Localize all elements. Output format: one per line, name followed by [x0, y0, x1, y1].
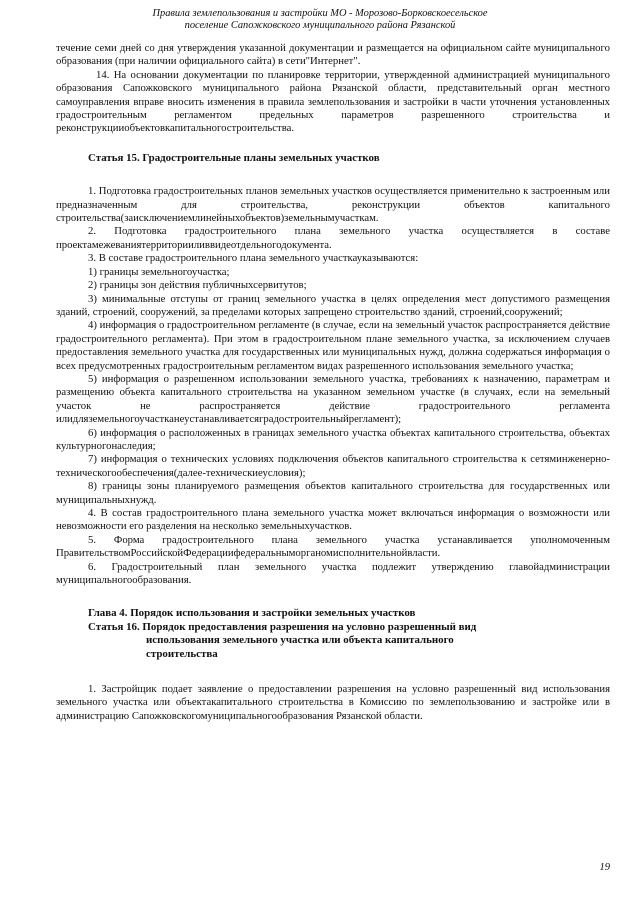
paragraph: 1. Подготовка градостроительных планов земельных участков осуществляется применительно к застроенным или предназначенным для строительства, реконструкции объектов капитального строительства(заисключениемлинейныхобъектов)земельнымучасткам. — [56, 185, 610, 225]
page-number: 19 — [599, 862, 610, 873]
article-16-title: Статья 16. Порядок предоставления разрешения на условно разрешенный вид — [88, 620, 477, 633]
paragraph: 2. Подготовка градостроительного плана земельного участка осуществляется в составе проектамежеваниятерриторииливвидеотдельногодокумента. — [56, 225, 610, 251]
article-16-title-line-3: строительства — [146, 647, 218, 660]
paragraph: 14. На основании документации по планировке территории, утвержденной администрацией муниципального образования Сапожковского муниципального района Рязанской области, представительный орган местного самоуправления вправе вносить изменения в правила землепользования и застройки в части уточнения установленных градостроительным регламентом предельных параметров разрешенного строительства и реконструкцииобъектовкапитальногостроительства. — [56, 68, 610, 135]
list-item: 8) границы зоны планируемого размещения объектов капитального строительства для государственных или муниципальныхнужд. — [56, 480, 610, 506]
header-line-1: Правила землепользования и застройки МО - Морозово-Борковскоесельское — [152, 8, 488, 19]
paragraph: течение семи дней со дня утверждения указанной документации и размещается на официальном сайте муниципального образования (при наличии официального сайта) в сети"Интернет". — [56, 42, 610, 68]
list-item: 1) границы земельногоучастка; — [88, 265, 230, 278]
paragraph: 3. В составе градостроительного плана земельного участкауказываются: — [88, 252, 419, 265]
document-body — [56, 42, 610, 723]
list-item: 2) границы зон действия публичныхсервитутов; — [88, 279, 307, 292]
running-header — [60, 8, 580, 32]
header-line-2: поселение Сапожковского муниципального района Рязанской — [184, 20, 456, 31]
paragraph: 4. В состав градостроительного плана земельного участка может включаться информация о возможности или невозможности его разделения на несколько земельныхучастков. — [56, 507, 610, 533]
chapter-4-title: Глава 4. Порядок использования и застройки земельных участков — [88, 607, 416, 620]
article-15-title: Статья 15. Градостроительные планы земельных участков — [88, 151, 380, 164]
paragraph: 1. Застройщик подает заявление о предоставлении разрешения на условно разрешенный вид использования земельного участка или объектакапитального строительства в Комиссию по землепользованию и застройке или в администрацию Сапожковскогомуниципальногообразования Рязанской области. — [56, 683, 610, 722]
article-16-title-line-2: использования земельного участка или объекта капитального — [146, 634, 454, 647]
paragraph: 5. Форма градостроительного плана земельного участка устанавливается уполномоченным ПравительствомРоссийскойФедерациифедеральныморганомисполнительнойвласти. — [56, 533, 610, 560]
list-item: 3) минимальные отступы от границ земельного участка в целях определения мест допустимого размещения зданий, строений, сооружений, за пределами которых запрещено строительство зданий, строений,сооружений; — [56, 292, 610, 318]
list-item: 4) информация о градостроительном регламенте (в случае, если на земельный участок распространяется действие градостроительного регламента). При этом в градостроительном плане земельного участка, за исключением случаев предоставления земельного участка для государственных или муниципальных нужд, должна содержаться информация о всех предусмотренных градостроительным регламентом видах разрешенного использования земельного участка; — [56, 319, 610, 372]
list-item: 7) информация о технических условиях подключения объектов капитального строительства к сетяминженерно-техническогообеспечения(далее-техническиеусловия); — [56, 453, 610, 479]
paragraph: 6. Градостроительный план земельного участка подлежит утверждению главойадминистрации муниципальногообразования. — [56, 560, 610, 587]
list-item: 5) информация о разрешенном использовании земельного участка, требованиях к назначению, параметрам и размещению объекта капитального строительства на указанном земельном участке (в случаях, если на земельный участок не распространяется действие градостроительного регламента илидляземельногоучастканеустанавливаетсяградостроительныйрегламент); — [56, 372, 610, 426]
list-item: 6) информация о расположенных в границах земельного участка объектах капитального строительства, объектах культурногонаследия; — [56, 426, 610, 452]
